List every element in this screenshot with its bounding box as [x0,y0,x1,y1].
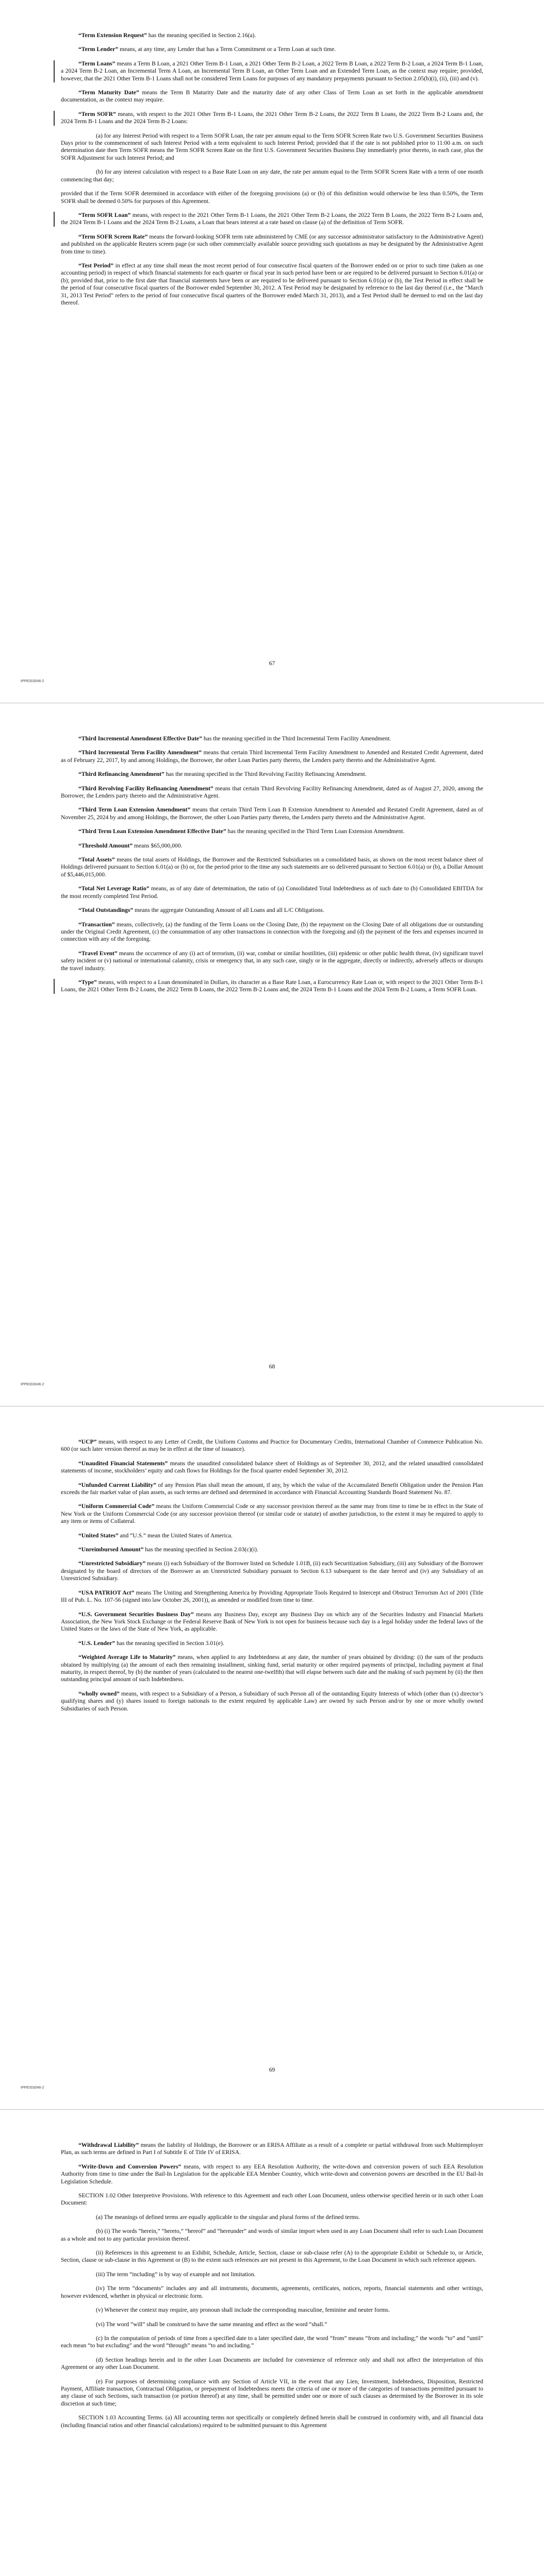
paragraph: (iv) The term “documents” includes any and all instruments, documents, agreements, certificates, notices, reports, financial statements and other writings, however evidenced, whether in physical or electronic form. [61,2285,483,2299]
defined-term: “Term Extension Request” [78,32,147,39]
paragraph: “Withdrawal Liability” means the liability of Holdings, the Borrower or an ERISA Affiliate as a result of a complete or partial withdrawal from such Multiemployer Plan, as such terms are defined in Part I of Subtitle E of Title IV of ERISA. [61,2142,483,2156]
defined-term: “Total Net Leverage Ratio” [78,885,150,892]
paragraph: (d) Section headings herein and in the other Loan Documents are included for convenience of reference only and shall not affect the interpretation of this Agreement or any other Loan Document. [61,2356,483,2371]
paragraph: “Third Refinancing Amendment” has the meaning specified in the Third Revolving Facility Refinancing Amendment. [78,771,367,778]
defined-term: “Term SOFR” [78,110,116,117]
defined-term: “Third Revolving Facility Refinancing Amendment” [78,785,213,792]
paragraph: “Third Incremental Amendment Effective Date” has the meaning specified in the Third Incremental Term Facility Amendment. [78,735,391,742]
paragraph: “Total Net Leverage Ratio” means, as of any date of determination, the ratio of (a) Consolidated Total Indebtedness as of such date to (b) Consolidated EBITDA for the most recently completed Test Period. [61,885,483,900]
paragraph: “Unrestricted Subsidiary” means (i) each Subsidiary of the Borrower listed on Schedule 1.01B, (ii) each Securitization Subsidiary, (iii) any Subsidiary of the Borrower designated by the board of directors of the Borrower as an Unrestricted Subsidiary pursuant to Section 6.13 subsequent to the date hereof and (iv) any Subsidiary of an Unrestricted Subsidiary. [61,1560,483,1582]
defined-term: “Total Assets” [78,856,115,863]
defined-term: “Unreimbursed Amount” [78,1546,144,1553]
paragraph: “Type” means, with respect to a Loan denominated in Dollars, its character as a Base Rate Loan, a Eurocurrency Rate Loan or, with respect to the 2021 Other Term B-1 Loans, the 2021 Other Term B-2 Loans, the 2022 Term B Loans, the 2022 Term B-2 Loans and, the 2024 Term B-1 Loans and the 2024 Term B-2 Loans, a Term SOFR Loan. [61,979,483,994]
paragraph: “United States” and “U.S.” mean the United States of America. [78,1532,233,1539]
defined-term: “U.S. Government Securities Business Day” [78,1611,194,1618]
paragraph: (ii) References in this agreement to an Exhibit, Schedule, Article, Section, clause or sub-clause refer (A) to the appropriate Exhibit or Schedule to, or Article, Section, clause or sub-clause in this Agreement or (B) to the extent such references are not present in this Agreement, to the Loan Document in which such reference appears. [61,2249,483,2264]
defined-term: “Uniform Commercial Code” [78,1503,155,1510]
defined-term: “Third Incremental Term Facility Amendment” [78,749,202,756]
paragraph: “Threshold Amount” means $65,000,000. [78,842,183,849]
paragraph: “Uniform Commercial Code” means the Uniform Commercial Code or any successor provision thereof as the same may from time to time be in effect in the State of New York or the Uniform Commercial Code (or any successor provision thereof (or similar code or statute) of another jurisdiction, to the extent it may be required to apply to any item or items of Collateral. [61,1503,483,1525]
paragraph: “Weighted Average Life to Maturity” means, when applied to any Indebtedness at any date, the number of years obtained by dividing: (i) the sum of the products obtained by multiplying (a) the amount of each then remaining installment, sinking fund, serial maturity or other required payments of principal, including payment at final maturity, in respect thereof, by (b) the number of years (calculated to the nearest one-twelfth) that will elapse between such date and the making of such payment by (ii) the then outstanding principal amount of such Indebtedness. [61,1654,483,1683]
paragraph: “USA PATRIOT Act” means The Uniting and Strengthening America by Providing Appropriate Tools Required to Intercept and Obstruct Terrorism Act of 2001 (Title III of Pub. L. No. 107-56 (signed into law October 26, 2001)), as amended or modified from time to time. [61,1589,483,1604]
paragraph: “Transaction” means, collectively, (a) the funding of the Term Loans on the Closing Date, (b) the repayment on the Closing Date of all obligations due or outstanding under the Original Credit Agreement, (c) the consummation of any other transactions in connection with the foregoing and (d) the payment of the fees and expenses incurred in connection with any of the foregoing. [61,921,483,943]
page-number: 67 [269,660,275,667]
defined-term: “Transaction” [78,921,115,928]
defined-term: “Third Term Loan Extension Amendment Effective Date” [78,828,226,835]
defined-term: “Term SOFR Screen Rate” [78,233,148,240]
document-page [0,0,544,703]
defined-term: “Test Period” [78,262,114,269]
paragraph: (a) The meanings of defined terms are equally applicable to the singular and plural forms of the defined terms. [96,2213,360,2221]
defined-term: “Weighted Average Life to Maturity” [78,1654,176,1661]
defined-term: “Third Incremental Amendment Effective Date” [78,735,202,742]
defined-term: “Term SOFR Loan” [78,211,131,218]
change-bar [54,60,55,82]
defined-term: “Third Term Loan Extension Amendment” [78,806,191,814]
defined-term: “Term Maturity Date” [78,89,139,96]
paragraph: (e) For purposes of determining compliance with any Section of Article VII, in the event that any Lien, Investment, Indebtedness, Disposition, Restricted Payment, Affiliate transaction, Contractual Obligation, or prepayment of Indebtedness meets the criteria of one or more of the categories of transactions permitted pursuant to any clause of such Sections, such transaction (or portion thereof) at any time, shall be permitted under one or more of such clauses as determined by the Borrower in its sole discretion at such time; [61,2378,483,2407]
paragraph: “Third Term Loan Extension Amendment Effective Date” has the meaning specified in the Third Term Loan Extension Amendment. [78,828,405,835]
defined-term: “Total Outstandings” [78,907,134,914]
paragraph: (b) for any interest calculation with respect to a Base Rate Loan on any date, the rate per annum equal to the Term SOFR Screen Rate with a term of one month commencing that day; [61,168,483,183]
paragraph: (b) (i) The words “herein,” “hereto,” “hereof” and “hereunder” and words of similar import when used in any Loan Document shall refer to such Loan Document as a whole and not to any particular provision thereof. [61,2228,483,2242]
defined-term: “Third Refinancing Amendment” [78,771,164,778]
defined-term: “wholly owned” [78,1690,120,1697]
paragraph: “Unaudited Financial Statements” means the unaudited consolidated balance sheet of Holdings as of September 30, 2012, and the related unaudited consolidated statements of income, stockholders’ equity and cash flows for Holdings for the fiscal quarter ended September 30, 2012. [61,1460,483,1475]
paragraph: “Total Outstandings” means the aggregate Outstanding Amount of all Loans and all L/C Obligations. [78,907,324,914]
defined-term: “United States” [78,1532,119,1539]
paragraph: (iii) The term “including” is by way of example and not limitation. [96,2270,256,2278]
paragraph: “Third Term Loan Extension Amendment” means that certain Third Term Loan B Extension Amendment to Amended and Restated Credit Agreement, dated as of November 25, 2024 by and among Holdings, the Borrower, the other Loan Parties party thereto, the Lenders party thereto and the Administrative Agent. [61,806,483,821]
document-page [0,2110,544,2576]
paragraph: “Term SOFR Loan” means, with respect to the 2021 Other Term B-1 Loans, the 2021 Other Term B-2 Loans, the 2022 Term B Loans, the 2022 Term B-2 Loans and, the 2024 Term B-1 Loans and the 2024 Term B-2 Loans, a Loan that bears interest at a rate based on clause (a) of the definition of Term SOFR. [61,212,483,227]
paragraph: (vi) The word “will” shall be construed to have the same meaning and effect as the word “shall.” [96,2320,327,2328]
paragraph: (a) for any Interest Period with respect to a Term SOFR Loan, the rate per annum equal to the Term SOFR Screen Rate two U.S. Government Securities Business Days prior to the commencement of such Interest Period with a term equivalent to such Interest Period; provided that if the rate is not published prior to 11:00 a.m. on such determination date then Term SOFR means the Term SOFR Screen Rate on the first U.S. Government Securities Business Day immediately prior thereto, in each case, plus the SOFR Adjustment for such Interest Period; and [61,132,483,161]
defined-term: “Write-Down and Conversion Powers” [78,2163,182,2170]
paragraph: (v) Whenever the context may require, any pronoun shall include the corresponding masculine, feminine and neuter forms. [96,2307,390,2314]
paragraph: “Third Incremental Term Facility Amendment” means that certain Third Incremental Term Facility Amendment to Amended and Restated Credit Agreement, dated as of February 22, 2017, by and among Holdings, the Borrower, the other Loan Parties party thereto, the Lenders party thereto and the Administrative Agent. [61,749,483,764]
defined-term: “Unaudited Financial Statements” [78,1460,168,1467]
paragraph: “Unfunded Current Liability” of any Pension Plan shall mean the amount, if any, by which the value of the Accumulated Benefit Obligation under the Pension Plan exceeds the fair market value of plan assets, as such terms are defined and determined in accordance with Financial Accounting Standards Board Statement No. 87. [61,1481,483,1496]
paragraph: “Term Extension Request” has the meaning specified in Section 2.16(a). [78,32,256,39]
paragraph: “Term Maturity Date” means the Term B Maturity Date and the maturity date of any other Class of Term Loan as set forth in the applicable amendment documentation, as the context may require. [61,89,483,104]
page-number: 68 [269,1363,275,1370]
footer-code: IPPE003046-2 [21,2086,44,2090]
paragraph: “Term Lender” means, at any time, any Lender that has a Term Commitment or a Term Loan at such time. [78,46,336,53]
paragraph: “Term SOFR Screen Rate” means the forward-looking SOFR term rate administered by CME (or any successor administrator satisfactory to the Administrative Agent) and published on the applicable Reuters screen page (or such other commercially available source providing such quotations as may be designated by the Administrative Agent from time to time). [61,233,483,255]
change-bar [54,111,55,126]
page-number: 69 [269,2066,275,2073]
defined-term: “Unfunded Current Liability” [78,1481,157,1488]
paragraph: “Test Period” in effect at any time shall mean the most recent period of four consecutive fiscal quarters of the Borrower ended on or prior to such time (taken as one accounting period) in respect of which financial statements for each quarter or fiscal year in such period have been or are required to be delivered pursuant to Section 6.01(a) or (b); provided that, prior to the first date that financial statements have been or are required to be delivered pursuant to Section 6.01(a) or (b), the Test Period in effect shall be the period of four consecutive fiscal quarters of the Borrower ended September 30, 2012. A Test Period may be designated by reference to the last day thereof (i.e., the “March 31, 2013 Test Period” refers to the period of four consecutive fiscal quarters of the Borrower ended March 31, 2013), and a Test Period shall be deemed to end on the last day thereof. [61,262,483,306]
change-bar [54,979,55,994]
defined-term: “Travel Event” [78,950,118,957]
defined-term: “UCP” [78,1438,97,1445]
defined-term: “Threshold Amount” [78,842,133,849]
defined-term: “USA PATRIOT Act” [78,1589,135,1596]
paragraph: “U.S. Government Securities Business Day” means any Business Day, except any Business Day on which any of the Securities Industry and Financial Markets Association, the New York Stock Exchange or the Federal Reserve Bank of New York is not open for business because such day is a legal holiday under the federal laws of the United States or the laws of the State of New York, as applicable. [61,1611,484,1633]
paragraph: SECTION 1.02 Other Interpretive Provisions. With reference to this Agreement and each other Loan Document, unless otherwise specified herein or in such other Loan Document: [61,2192,483,2207]
paragraph: (c) In the computation of periods of time from a specified date to a later specified date, the word “from” means “from and including;” the words “to” and “until” each mean “to but excluding” and the word “through” means “to and including.” [61,2334,483,2349]
footer-code: IPPE003046-2 [21,1383,44,1386]
document-page [0,1406,544,2110]
paragraph: “U.S. Lender” has the meaning specified in Section 3.01(e). [78,1639,224,1647]
footer-code: IPPE003046-2 [21,680,44,683]
paragraph: “Term Loans” means a Term B Loan, a 2021 Other Term B-1 Loan, a 2021 Other Term B-2 Loan, a 2022 Term B Loan, a 2022 Term B-2 Loan, a 2024 Term B-1 Loan, a 2024 Term B-2 Loan, an Incremental Term A Loan, an Incremental Term B Loan, an Other Term Loan and an Extended Term Loan, as the context may require; provided, however, that the 2021 Other Term B-1 Loans shall not be considered Term Loans for purposes of any mandatory prepayments pursuant to Section 2.05(b)(i), (ii), (iii) and (v). [61,60,483,82]
defined-term: “Type” [78,978,97,986]
paragraph: “wholly owned” means, with respect to a Subsidiary of a Person, a Subsidiary of such Person all of the outstanding Equity Interests of which (other than (x) director’s qualifying shares and (y) shares issued to foreign nationals to the extent required by applicable Law) are owned by such Person and/or by one or more wholly owned Subsidiaries of such Person. [61,1690,483,1712]
document-page [0,703,544,1406]
change-bar [54,212,55,227]
paragraph: “Total Assets” means the total assets of Holdings, the Borrower and the Restricted Subsidiaries on a consolidated basis, as shown on the most recent balance sheet of Holdings delivered pursuant to Section 6.01(a) or (b) or, for the period prior to the time any such statements are so delivered pursuant to Section 6.01(a) or (b), a Dollar Amount of $5,446,015,000. [61,856,483,878]
paragraph: SECTION 1.03 Accounting Terms. (a) All accounting terms not specifically or completely defined herein shall be construed in conformity with, and all financial data (including financial ratios and other financial calculations) required to be submitted pursuant to this Agreement [61,2414,483,2429]
defined-term: “U.S. Lender” [78,1639,116,1647]
defined-term: “Term Lender” [78,46,119,53]
paragraph: “Unreimbursed Amount” has the meaning specified in Section 2.03(c)(i). [78,1546,258,1553]
paragraph: “Write-Down and Conversion Powers” means, with respect to any EEA Resolution Authority, the write-down and conversion powers of such EEA Resolution Authority from time to time under the Bail-In Legislation for the applicable EEA Member Country, which write-down and conversion powers are described in the EU Bail-In Legislation Schedule. [61,2163,483,2185]
paragraph: provided that if the Term SOFR determined in accordance with either of the foregoing provisions (a) or (b) of this definition would otherwise be less than 0.50%, the Term SOFR shall be deemed 0.50% for purposes of this Agreement. [61,190,483,205]
defined-term: “Withdrawal Liability” [78,2142,139,2148]
paragraph: “Third Revolving Facility Refinancing Amendment” means that certain Third Revolving Facility Refinancing Amendment, dated as of August 27, 2020, among the Borrower, the Lenders party thereto and the Administrative Agent. [61,785,483,800]
defined-term: “Unrestricted Subsidiary” [78,1560,146,1567]
paragraph: “Travel Event” means the occurrence of any (i) act of terrorism, (ii) war, combat or similar hostilities, (iii) epidemic or other public health threat, (iv) significant travel safety incident or (v) national or international calamity, crisis or emergency that, in any such case, singly or in the aggregate, directly or indirectly, adversely affects or disrupts the travel industry. [61,950,483,972]
defined-term: “Term Loans” [78,60,116,67]
paragraph: “UCP” means, with respect to any Letter of Credit, the Uniform Customs and Practice for Documentary Credits, International Chamber of Commerce Publication No. 600 (or such later version thereof as may be in effect at the time of issuance). [61,1438,483,1453]
paragraph: “Term SOFR” means, with respect to the 2021 Other Term B-1 Loans, the 2021 Other Term B-2 Loans, the 2022 Term B Loans, the 2022 Term B-2 Loans and, the 2024 Term B-1 Loans and the 2024 Term B-2 Loans: [61,111,483,126]
